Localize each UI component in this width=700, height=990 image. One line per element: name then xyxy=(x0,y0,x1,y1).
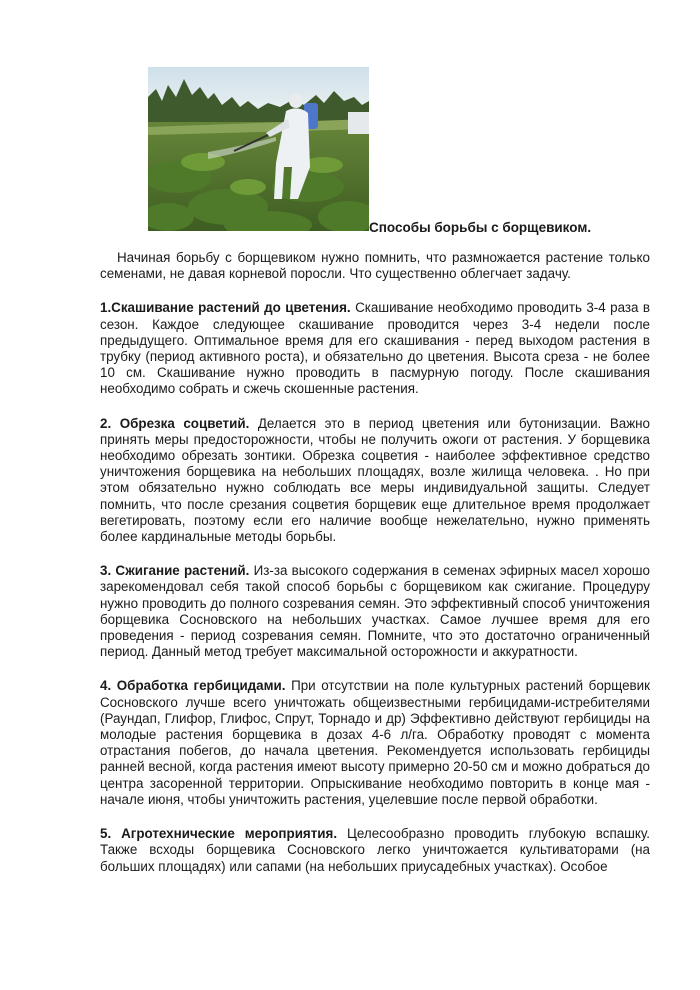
section-text: При отсутствии на поле культурных растений борщевик Сосновского лучше всего уничтожать общеизвестными гербицидами-истребителями (Раундап, Глифор, Глифос, Спрут, Торнадо и др) Эффективно действуют гербициды на молодые растения борщевика в дозах 4-6 л/га. Обработку проводят с момента отрастания побегов, до начала цветения. Рекомендуется использовать гербициды ранней весной, когда растения имеют высоту примерно 20-50 см и можно добраться до центра засоренной территории. Опрыскивание необходимо повторить в конце мая - начале июня, чтобы уничтожить растения, уцелевшие после первой обработки. xyxy=(100,678,650,807)
document-title: Способы борьбы с борщевиком. xyxy=(369,220,592,235)
section-text: Из-за высокого содержания в семенах эфирных масел хорошо зарекомендовал себя такой способ борьбы с борщевиком как сжигание. Процедуру нужно проводить до полного созревания семян. Это эффективный способ уничтожения борщевика Сосновского на небольших участках. Самое лучшее время для его проведения - период созревания семян. Помните, что это достаточно ограниченный период. Данный метод требует максимальной осторожности и аккуратности. xyxy=(100,563,650,660)
section-text: Делается это в период цветения или бутонизации. Важно принять меры предосторожности, чтобы не получить ожоги от растения. У борщевика необходимо обрезать зонтики. Обрезка соцветия - наиболее эффективное средство уничтожения борщевика на небольших площадях, возле жилища человека. . Но при этом обязательно нужно соблюдать все меры индивидуальной защиты. Следует помнить, что после срезания соцветия борщевик еще длительное время продолжает вегетировать, поэтому если его наличие вообще нежелательно, нужно применять более кардинальные методы борьбы. xyxy=(100,415,650,545)
section-umbrella-cutting xyxy=(100,416,650,546)
section-heading: 1.Скашивание растений до цветения. xyxy=(100,300,351,316)
intro-paragraph: Начиная борьбу с борщевиком нужно помнить, что размножается растение только семенами, не давая корневой поросли. Что существенно облегчает задачу. xyxy=(100,250,650,282)
section-heading: 3. Сжигание растений. xyxy=(100,563,250,579)
section-herbicides xyxy=(100,678,650,808)
section-heading: 4. Обработка гербицидами. xyxy=(100,678,286,694)
section-heading: 2. Обрезка соцветий. xyxy=(100,415,250,431)
section-text: Целесообразно проводить глубокую вспашку. Также всходы борщевика Сосновского легко уничтожается культиваторами (на больших площадях) или сапами (на небольших приусадебных участках). Особое xyxy=(100,826,650,874)
photo-illustration xyxy=(148,67,369,231)
document-body xyxy=(100,250,650,893)
hogweed-spraying-photo xyxy=(148,67,369,231)
section-burning xyxy=(100,563,650,660)
section-mowing xyxy=(100,300,650,397)
section-text: Скашивание необходимо проводить 3-4 раза в сезон. Каждое следующее скашивание проводится через 3-4 недели после предыдущего. Оптимальное время для его скашивания - перед выходом растения в трубку (период активного роста), и обязательно до цветения. Высота среза - не более 10 см. Скашивание нужно проводить в пасмурную погоду. После скашивания необходимо собрать и сжечь скошенные растения. xyxy=(100,300,650,397)
section-heading: 5. Агротехнические мероприятия. xyxy=(100,826,338,842)
section-agrotechnical xyxy=(100,826,650,875)
